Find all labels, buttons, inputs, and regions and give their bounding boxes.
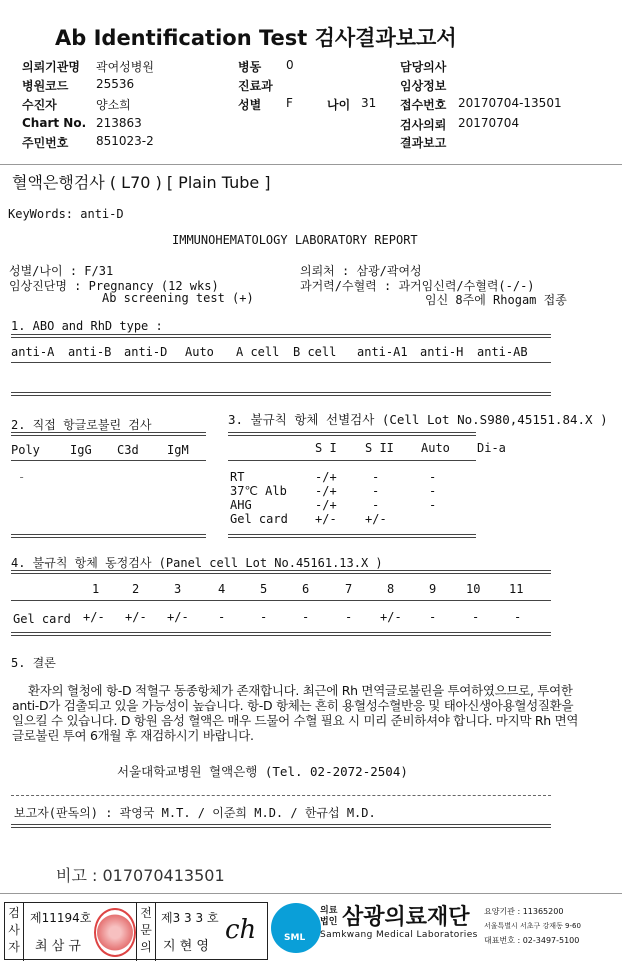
panel-col-1: 1 xyxy=(92,582,100,596)
sex-value: F xyxy=(286,96,293,110)
panel-val-6: - xyxy=(302,610,310,624)
patient-value: 양소희 xyxy=(96,98,131,112)
specialist-name: 지 현 영 xyxy=(163,939,209,954)
screen-col-dia: Di-a xyxy=(477,441,506,455)
abo-col-anti-h: anti-H xyxy=(420,345,464,359)
abo-top-rule xyxy=(11,334,551,338)
panel-col-7: 7 xyxy=(345,582,353,596)
conclusion-text xyxy=(12,683,584,743)
hospital-value: 곽여성병원 xyxy=(96,60,154,74)
screen-row-ahg-s2: - xyxy=(372,498,380,512)
screen-row-rt-label: RT xyxy=(230,470,245,484)
org-tel: 대표번호 : 02-3497-5100 xyxy=(484,936,580,945)
screen-row-gel-s1: +/- xyxy=(315,512,337,526)
panel-col-6: 6 xyxy=(302,582,310,596)
screen-col-s2: S II xyxy=(365,441,394,455)
resident-no-value: 851023-2 xyxy=(96,134,154,148)
tester-license-no: 제11194호 xyxy=(30,911,92,925)
report-title: Ab Identification Test 검사결과보고서 xyxy=(55,26,457,50)
panel-section-title: 4. 불규칙 항체 동정검사 (Panel cell Lot No.45161.13.X ) xyxy=(11,556,383,570)
org-prefix: 의료법인 xyxy=(320,906,338,927)
request-date-value: 20170704 xyxy=(458,116,520,130)
dat-col-c3d: C3d xyxy=(117,443,139,457)
screen-row-rt-s1: -/+ xyxy=(315,470,337,484)
org-name-en: Samkwang Medical Laboratories xyxy=(320,930,478,940)
abo-col-anti-d: anti-D xyxy=(124,345,168,359)
org-address: 서울특별시 서초구 강재동 9-60 xyxy=(484,922,581,930)
panel-top-rule xyxy=(11,570,551,574)
screen-bottom-rule xyxy=(228,534,476,538)
abo-col-anti-a: anti-A xyxy=(11,345,55,359)
request-date-label: 검사의뢰 xyxy=(400,118,447,132)
screen-row-alb-auto: - xyxy=(429,484,437,498)
abo-col-b-cell: B cell xyxy=(293,345,337,359)
dat-result: - xyxy=(18,470,26,484)
history-info-line2: 임신 8주에 Rhogam 접종 xyxy=(425,293,567,307)
dept-label: 진료과 xyxy=(238,79,273,93)
abo-header-rule xyxy=(11,362,551,363)
dat-col-poly: Poly xyxy=(11,443,40,457)
reporter-top-rule xyxy=(11,795,551,796)
panel-val-5: - xyxy=(260,610,268,624)
screen-row-rt-s2: - xyxy=(372,470,380,484)
screen-row-rt-auto: - xyxy=(429,470,437,484)
screen-col-s1: S I xyxy=(315,441,337,455)
specialist-signature: ch xyxy=(225,915,257,945)
clinical-info-label: 임상정보 xyxy=(400,79,447,93)
screen-top-rule xyxy=(228,432,476,436)
screen-row-gel-s2: +/- xyxy=(365,512,387,526)
resident-no-label: 주민번호 xyxy=(22,136,69,150)
panel-col-5: 5 xyxy=(260,582,268,596)
footer-divider xyxy=(0,893,622,894)
dat-header-rule xyxy=(11,460,206,461)
ward-label: 병동 xyxy=(238,60,262,74)
hospital-label: 의뢰기관명 xyxy=(22,60,80,74)
screen-header-rule xyxy=(228,460,476,461)
dat-top-rule xyxy=(11,432,206,436)
abo-col-a-cell: A cell xyxy=(236,345,280,359)
keywords: KeyWords: anti-D xyxy=(8,207,124,221)
panel-val-10: - xyxy=(472,610,480,624)
conclusion-title: 5. 결론 xyxy=(11,656,56,670)
dat-section-title: 2. 직접 항글로불린 검사 xyxy=(11,418,152,432)
sml-logo-icon xyxy=(271,903,321,953)
panel-val-1: +/- xyxy=(83,610,105,624)
panel-header-rule xyxy=(11,600,551,601)
age-label: 나이 xyxy=(327,98,351,112)
panel-col-11: 11 xyxy=(509,582,524,596)
org-reg-no: 요양기관 : 11365200 xyxy=(484,907,564,916)
panel-val-11: - xyxy=(514,610,522,624)
patient-label: 수진자 xyxy=(22,98,57,112)
hospital-code-value: 25536 xyxy=(96,77,135,91)
result-report-label: 결과보고 xyxy=(400,136,447,150)
abo-col-anti-a1: anti-A1 xyxy=(357,345,408,359)
sex-age-info: 성별/나이 : F/31 xyxy=(9,264,114,278)
tester-name: 최 삼 규 xyxy=(35,939,81,954)
panel-val-9: - xyxy=(429,610,437,624)
screen-section-title: 3. 불규칙 항체 선별검사 (Cell Lot No.S980,45151.84.X ) xyxy=(228,412,608,427)
age-value: 31 xyxy=(361,96,377,110)
panel-col-2: 2 xyxy=(132,582,140,596)
panel-col-4: 4 xyxy=(218,582,226,596)
signature-box xyxy=(4,902,268,960)
screen-row-gel-label: Gel card xyxy=(230,512,288,526)
panel-col-9: 9 xyxy=(429,582,437,596)
chart-no-value: 213863 xyxy=(96,116,142,130)
panel-val-2: +/- xyxy=(125,610,147,624)
section-title: 혈액은행검사 ( L70 ) [ Plain Tube ] xyxy=(12,173,271,192)
conclusion-body: 환자의 혈청에 항-D 적혈구 동종항체가 존재합니다. 최근에 Rh 면역글로불린을 투여하였으므로, 투여한 anti-D가 검출되고 있을 가능성이 높습니다. 항-D 항체는 흔히 용혈성수혈반응 및 태아신생아용혈성질환을 일으킬 수 있습니다. D 항원 음성 혈액은 매우 드물어 수혈 필요 시 미리 준비하셔야 합니다. 마지막 Rh 면역글로불린 투여 6개월 후 재검하시기 바랍니다. xyxy=(12,683,579,743)
panel-val-7: - xyxy=(345,610,353,624)
screen-col-auto: Auto xyxy=(421,441,450,455)
requester-info: 의뢰처 : 삼광/곽여성 xyxy=(300,264,422,278)
dat-col-igg: IgG xyxy=(70,443,92,457)
screen-row-alb-label: 37℃ Alb xyxy=(230,484,287,498)
tester-seal xyxy=(94,908,136,957)
diagnosis-line1: 임상진단명 : Pregnancy (12 wks) xyxy=(9,279,219,293)
panel-col-8: 8 xyxy=(387,582,395,596)
reporter-bottom-rule xyxy=(11,824,551,828)
screen-row-ahg-auto: - xyxy=(429,498,437,512)
org-name: 삼광의료재단 xyxy=(342,905,470,930)
lab-title: IMMUNOHEMATOLOGY LABORATORY REPORT xyxy=(172,233,418,247)
panel-col-10: 10 xyxy=(466,582,481,596)
tester-label: 검사자 xyxy=(5,903,24,961)
abo-section-title: 1. ABO and RhD type : xyxy=(11,319,163,333)
remark: 비고 : 017070413501 xyxy=(56,866,225,885)
screen-row-ahg-label: AHG xyxy=(230,498,252,512)
reporter-line: 보고자(판독의) : 곽영국 M.T. / 이준희 M.D. / 한규섭 M.D. xyxy=(14,806,376,820)
receipt-no-value: 20170704-13501 xyxy=(458,96,562,110)
history-info: 과거력/수혈력 : 과거임신력/수혈력(-/-) xyxy=(300,279,535,293)
chart-no-label: Chart No. xyxy=(22,116,87,130)
panel-val-8: +/- xyxy=(380,610,402,624)
diagnosis-line2: Ab screening test (+) xyxy=(102,291,254,305)
panel-row-label: Gel card xyxy=(13,612,71,626)
screen-row-ahg-s1: -/+ xyxy=(315,498,337,512)
abo-bottom-rule xyxy=(11,392,551,396)
screen-row-alb-s1: -/+ xyxy=(315,484,337,498)
hospital-code-label: 병원코드 xyxy=(22,79,69,93)
abo-col-anti-ab: anti-AB xyxy=(477,345,528,359)
screen-row-alb-s2: - xyxy=(372,484,380,498)
doctor-label: 담당의사 xyxy=(400,60,447,74)
dat-col-igm: IgM xyxy=(167,443,189,457)
panel-col-3: 3 xyxy=(174,582,182,596)
specialist-label: 전문의 xyxy=(136,903,156,961)
receipt-no-label: 접수번호 xyxy=(400,98,447,112)
blood-bank-contact: 서울대학교병원 혈액은행 (Tel. 02-2072-2504) xyxy=(117,764,408,779)
header-divider xyxy=(0,164,622,165)
sml-logo-text: SML xyxy=(284,933,306,943)
specialist-license-no: 제3 3 3 호 xyxy=(161,911,219,925)
ward-value: 0 xyxy=(286,58,294,72)
panel-val-3: +/- xyxy=(167,610,189,624)
panel-val-4: - xyxy=(218,610,226,624)
dat-bottom-rule xyxy=(11,534,206,538)
abo-col-anti-b: anti-B xyxy=(68,345,112,359)
abo-col-auto: Auto xyxy=(185,345,214,359)
sex-label: 성별 xyxy=(238,98,262,112)
panel-bottom-rule xyxy=(11,632,551,636)
